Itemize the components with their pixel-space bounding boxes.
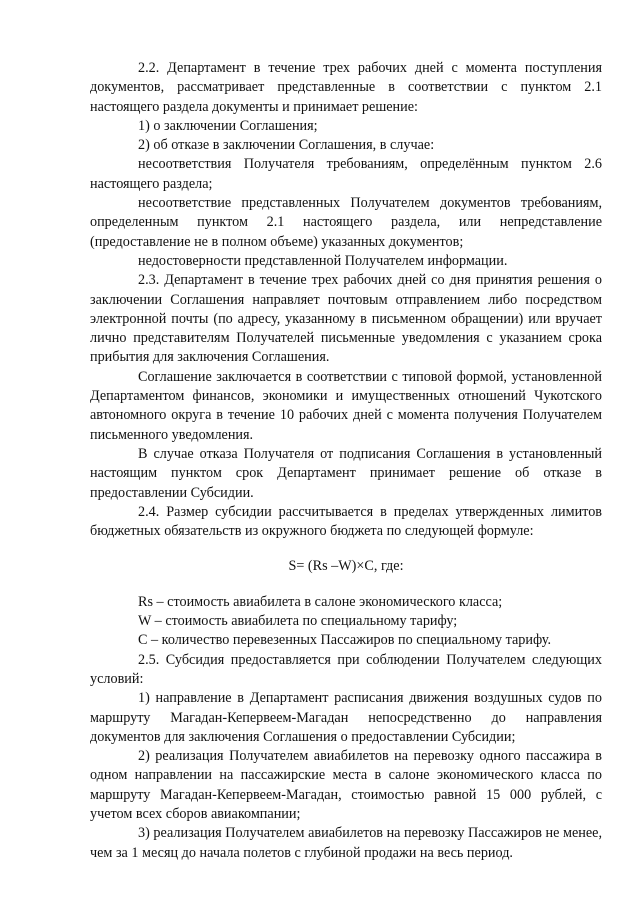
definition-w: W – стоимость авиабилета по специальному тарифу; [138,613,458,630]
document-body [90,59,602,863]
condition-3: 3) реализация Получателем авиабилетов на перевозку Пассажиров не менее, чем за 1 месяц до начала полетов с глубиной продажи на весь период. [90,825,602,861]
definition-c: С – количество перевезенных Пассажиров по специальному тарифу. [138,632,552,649]
definition-rs: Rs – стоимость авиабилета в салоне экономического класса; [138,593,503,610]
condition-1: 1) направление в Департамент расписания движения воздушных судов по маршруту Магадан-Кепервеем-Магадан непосредственно до направления документов для заключения Соглашения о предоставлении Субсидии; [90,690,602,745]
paragraph-2-3: 2.3. Департамент в течение трех рабочих дней со дня принятия решения о заключении Соглашения направляет почтовым отправлением либо посредством электронной почты (по адресу, указанному в письменном обращении) или вручает лично представителям Получателей письменные уведомления с указанием срока прибытия для заключения Соглашения. [90,272,602,366]
list-item-conclusion: 1) о заключении Соглашения; [138,117,318,134]
paragraph-agreement: Соглашение заключается в соответствии с типовой формой, установленной Департаментом финансов, экономики и имущественных отношений Чукотского автономного округа в течение 10 рабочих дней с момента получения Получателем письменного уведомления. [90,368,602,443]
paragraph-2-5: 2.5. Субсидия предоставляется при соблюдении Получателем следующих условий: [90,651,602,687]
paragraph-2-4: 2.4. Размер субсидии рассчитывается в пределах утвержденных лимитов бюджетных обязательств из окружного бюджета по следующей формуле: [90,503,602,540]
paragraph-2-2: 2.2. Департамент в течение трех рабочих дней с момента поступления документов, рассматривает представленные в соответствии с пунктом 2.1 настоящего раздела документы и принимает решение: [90,60,602,115]
refusal-reason-2: несоответствие представленных Получателем документов требованиям, определенным пунктом 2.1 настоящего раздела, или непредставление (предоставление не в полном объеме) указанных документов; [90,195,602,250]
formula: S= (Rs –W)×C, где: [288,558,404,575]
condition-2: 2) реализация Получателем авиабилетов на перевозку одного пассажира в одном направлении на пассажирские места в салоне экономического класса по маршруту Магадан-Кепервеем-Магадан, стоимостью равной 15 000 рублей, с учетом всех сборов авиакомпании; [90,748,602,822]
refusal-reason-3: недостоверности представленной Получателем информации. [138,252,508,269]
list-item-refusal: 2) об отказе в заключении Соглашения, в случае: [138,137,435,154]
paragraph-refusal-sign: В случае отказа Получателя от подписания Соглашения в установленный настоящим пунктом срок Департамент принимает решение об отказе в предоставлении Субсидии. [90,445,602,501]
refusal-reason-1: несоответствия Получателя требованиям, определённым пунктом 2.6 настоящего раздела; [90,156,602,192]
